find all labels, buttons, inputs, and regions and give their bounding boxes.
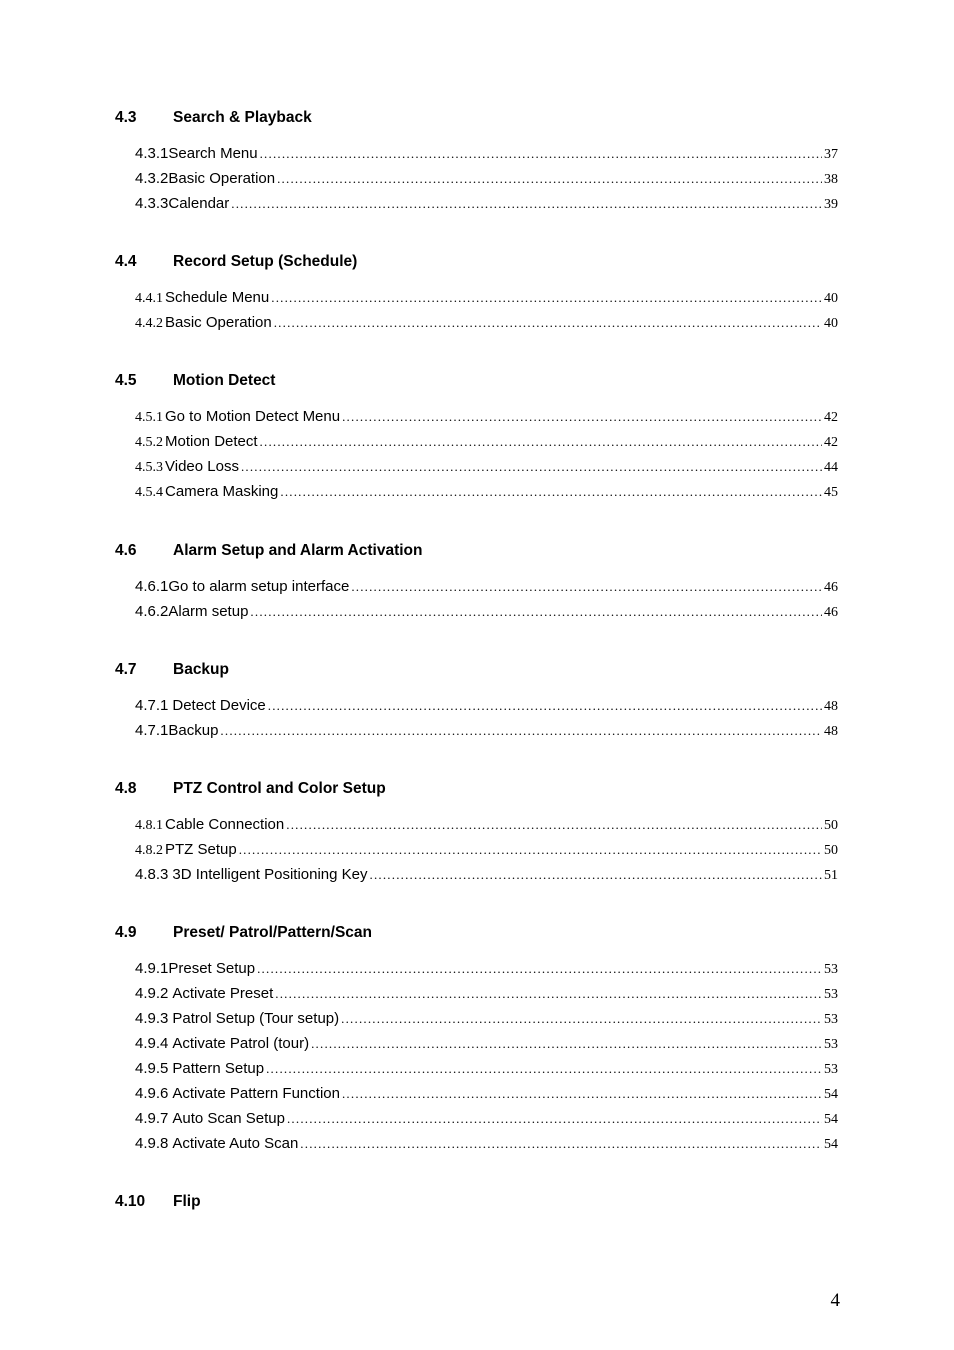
entry-page: 53 xyxy=(824,1062,838,1077)
entry-page: 51 xyxy=(824,868,838,883)
entry-page: 54 xyxy=(824,1137,838,1152)
entry-title: Alarm setup xyxy=(168,603,249,620)
dot-leader xyxy=(266,1058,822,1080)
toc-entry[interactable] xyxy=(135,481,838,503)
entry-title: Motion Detect xyxy=(165,433,258,450)
entry-page: 40 xyxy=(824,291,838,306)
entry-number: 4.8.3 xyxy=(135,866,169,883)
toc-entry[interactable] xyxy=(135,287,838,309)
section-heading xyxy=(115,540,835,562)
section-heading xyxy=(115,778,835,800)
entry-number: 4.4.2 xyxy=(135,316,163,331)
dot-leader xyxy=(342,1083,822,1105)
entry-number: 4.9.2 xyxy=(135,985,169,1002)
entry-title: Detect Device xyxy=(172,697,266,714)
entry-number: 4.9.4 xyxy=(135,1035,169,1052)
entry-page: 37 xyxy=(824,147,838,162)
entry-title: Cable Connection xyxy=(165,816,285,833)
section-number: 4.5 xyxy=(115,372,137,389)
dot-leader xyxy=(287,1108,822,1130)
entry-number: 4.9.7 xyxy=(135,1110,169,1127)
dot-leader xyxy=(286,814,822,836)
toc-entry[interactable] xyxy=(135,814,838,836)
dot-leader xyxy=(231,193,822,215)
entry-number: 4.5.1 xyxy=(135,410,163,425)
section-heading xyxy=(115,251,835,273)
dot-leader xyxy=(370,864,823,886)
section-heading xyxy=(115,922,835,944)
section-heading xyxy=(115,659,835,681)
toc-entry[interactable] xyxy=(135,1083,838,1105)
entry-number: 4.5.2 xyxy=(135,435,163,450)
section-title: PTZ Control and Color Setup xyxy=(173,780,386,797)
dot-leader xyxy=(275,983,822,1005)
section-number: 4.9 xyxy=(115,924,137,941)
entry-title: Go to Motion Detect Menu xyxy=(165,408,341,425)
entry-page: 44 xyxy=(824,460,838,475)
entry-page: 39 xyxy=(824,197,838,212)
toc-entry[interactable] xyxy=(135,193,838,215)
toc-entry[interactable] xyxy=(135,431,838,453)
section-number: 4.6 xyxy=(115,542,137,559)
toc-entry[interactable] xyxy=(135,456,838,478)
entry-number: 4.3.2 xyxy=(135,170,169,187)
entry-number: 4.9.8 xyxy=(135,1135,169,1152)
entry-number: 4.5.4 xyxy=(135,485,163,500)
entry-page: 46 xyxy=(824,605,838,620)
section-number: 4.4 xyxy=(115,253,137,270)
entry-page: 50 xyxy=(824,818,838,833)
toc-entry[interactable] xyxy=(135,312,838,334)
section-heading xyxy=(115,1191,835,1213)
entry-number: 4.5.3 xyxy=(135,460,163,475)
dot-leader xyxy=(341,1008,822,1030)
section-number: 4.7 xyxy=(115,661,137,678)
entry-title: Calendar xyxy=(168,195,230,212)
toc-entry[interactable] xyxy=(135,601,838,623)
toc-entry[interactable] xyxy=(135,576,838,598)
section-title: Backup xyxy=(173,661,229,678)
entry-title: Basic Operation xyxy=(165,314,272,331)
dot-leader xyxy=(274,312,822,334)
entry-title: Go to alarm setup interface xyxy=(168,578,350,595)
toc-entry[interactable] xyxy=(135,695,838,717)
section-title: Preset/ Patrol/Pattern/Scan xyxy=(173,924,372,941)
section-heading xyxy=(115,370,835,392)
entry-number: 4.9.6 xyxy=(135,1085,169,1102)
dot-leader xyxy=(311,1033,822,1055)
entry-title: Auto Scan Setup xyxy=(172,1110,285,1127)
entry-page: 50 xyxy=(824,843,838,858)
entry-number: 4.6.1 xyxy=(135,578,169,595)
toc-entry[interactable] xyxy=(135,168,838,190)
section-title: Search & Playback xyxy=(173,109,312,126)
dot-leader xyxy=(241,456,822,478)
entry-title: Video Loss xyxy=(165,458,239,475)
dot-leader xyxy=(280,481,822,503)
entry-number: 4.3.3 xyxy=(135,195,169,212)
entry-page: 54 xyxy=(824,1087,838,1102)
entry-number: 4.8.2 xyxy=(135,843,163,858)
dot-leader xyxy=(239,839,822,861)
entry-number: 4.9.1 xyxy=(135,960,169,977)
toc-entry[interactable] xyxy=(135,1033,838,1055)
entry-title: Activate Preset xyxy=(172,985,274,1002)
section-title: Flip xyxy=(173,1193,201,1210)
entry-title: Activate Pattern Function xyxy=(172,1085,340,1102)
entry-title: Basic Operation xyxy=(168,170,276,187)
entry-page: 45 xyxy=(824,485,838,500)
entry-title: PTZ Setup xyxy=(165,841,237,858)
entry-number: 4.7.1 xyxy=(135,722,169,739)
entry-title: 3D Intelligent Positioning Key xyxy=(172,866,368,883)
dot-leader xyxy=(277,168,822,190)
entry-number: 4.8.1 xyxy=(135,818,163,833)
toc-entry[interactable] xyxy=(135,1108,838,1130)
dot-leader xyxy=(260,143,822,165)
toc-entry[interactable] xyxy=(135,1058,838,1080)
toc-entry[interactable] xyxy=(135,958,838,980)
toc-entry[interactable] xyxy=(135,864,838,886)
entry-page: 46 xyxy=(824,580,838,595)
entry-page: 53 xyxy=(824,962,838,977)
entry-title: Search Menu xyxy=(168,145,258,162)
entry-number: 4.9.3 xyxy=(135,1010,169,1027)
section-number: 4.3 xyxy=(115,109,137,126)
dot-leader xyxy=(250,601,822,623)
section-number: 4.10 xyxy=(115,1193,146,1210)
entry-title: Camera Masking xyxy=(165,483,279,500)
dot-leader xyxy=(342,406,822,428)
entry-page: 53 xyxy=(824,1037,838,1052)
entry-page: 38 xyxy=(824,172,838,187)
section-title: Motion Detect xyxy=(173,372,276,389)
entry-page: 48 xyxy=(824,724,838,739)
dot-leader xyxy=(220,720,822,742)
toc-entry[interactable] xyxy=(135,406,838,428)
dot-leader xyxy=(260,431,822,453)
toc-entry[interactable] xyxy=(135,839,838,861)
entry-number: 4.4.1 xyxy=(135,291,163,306)
toc-entry[interactable] xyxy=(135,1008,838,1030)
toc-entry[interactable] xyxy=(135,143,838,165)
entry-page: 54 xyxy=(824,1112,838,1127)
entry-title: Pattern Setup xyxy=(172,1060,265,1077)
entry-number: 4.6.2 xyxy=(135,603,169,620)
entry-title: Activate Patrol (tour) xyxy=(172,1035,310,1052)
entry-title: Activate Auto Scan xyxy=(172,1135,299,1152)
toc-entry[interactable] xyxy=(135,983,838,1005)
section-title: Record Setup (Schedule) xyxy=(173,253,358,270)
entry-title: Preset Setup xyxy=(168,960,256,977)
section-heading xyxy=(115,107,835,129)
entry-page: 53 xyxy=(824,987,838,1002)
entry-page: 40 xyxy=(824,316,838,331)
entry-page: 42 xyxy=(824,410,838,425)
dot-leader xyxy=(268,695,822,717)
section-number: 4.8 xyxy=(115,780,137,797)
entry-title: Patrol Setup (Tour setup) xyxy=(172,1010,340,1027)
entry-page: 53 xyxy=(824,1012,838,1027)
toc-entry[interactable] xyxy=(135,1133,838,1155)
toc-entry[interactable] xyxy=(135,720,838,742)
dot-leader xyxy=(271,287,822,309)
section-title: Alarm Setup and Alarm Activation xyxy=(173,542,423,559)
dot-leader xyxy=(300,1133,822,1155)
entry-title: Schedule Menu xyxy=(165,289,270,306)
entry-number: 4.7.1 xyxy=(135,697,169,714)
dot-leader xyxy=(351,576,822,598)
dot-leader xyxy=(257,958,822,980)
entry-page: 48 xyxy=(824,699,838,714)
page-number: 4 xyxy=(830,1290,840,1311)
entry-number: 4.3.1 xyxy=(135,145,169,162)
entry-title: Backup xyxy=(168,722,219,739)
entry-page: 42 xyxy=(824,435,838,450)
entry-number: 4.9.5 xyxy=(135,1060,169,1077)
